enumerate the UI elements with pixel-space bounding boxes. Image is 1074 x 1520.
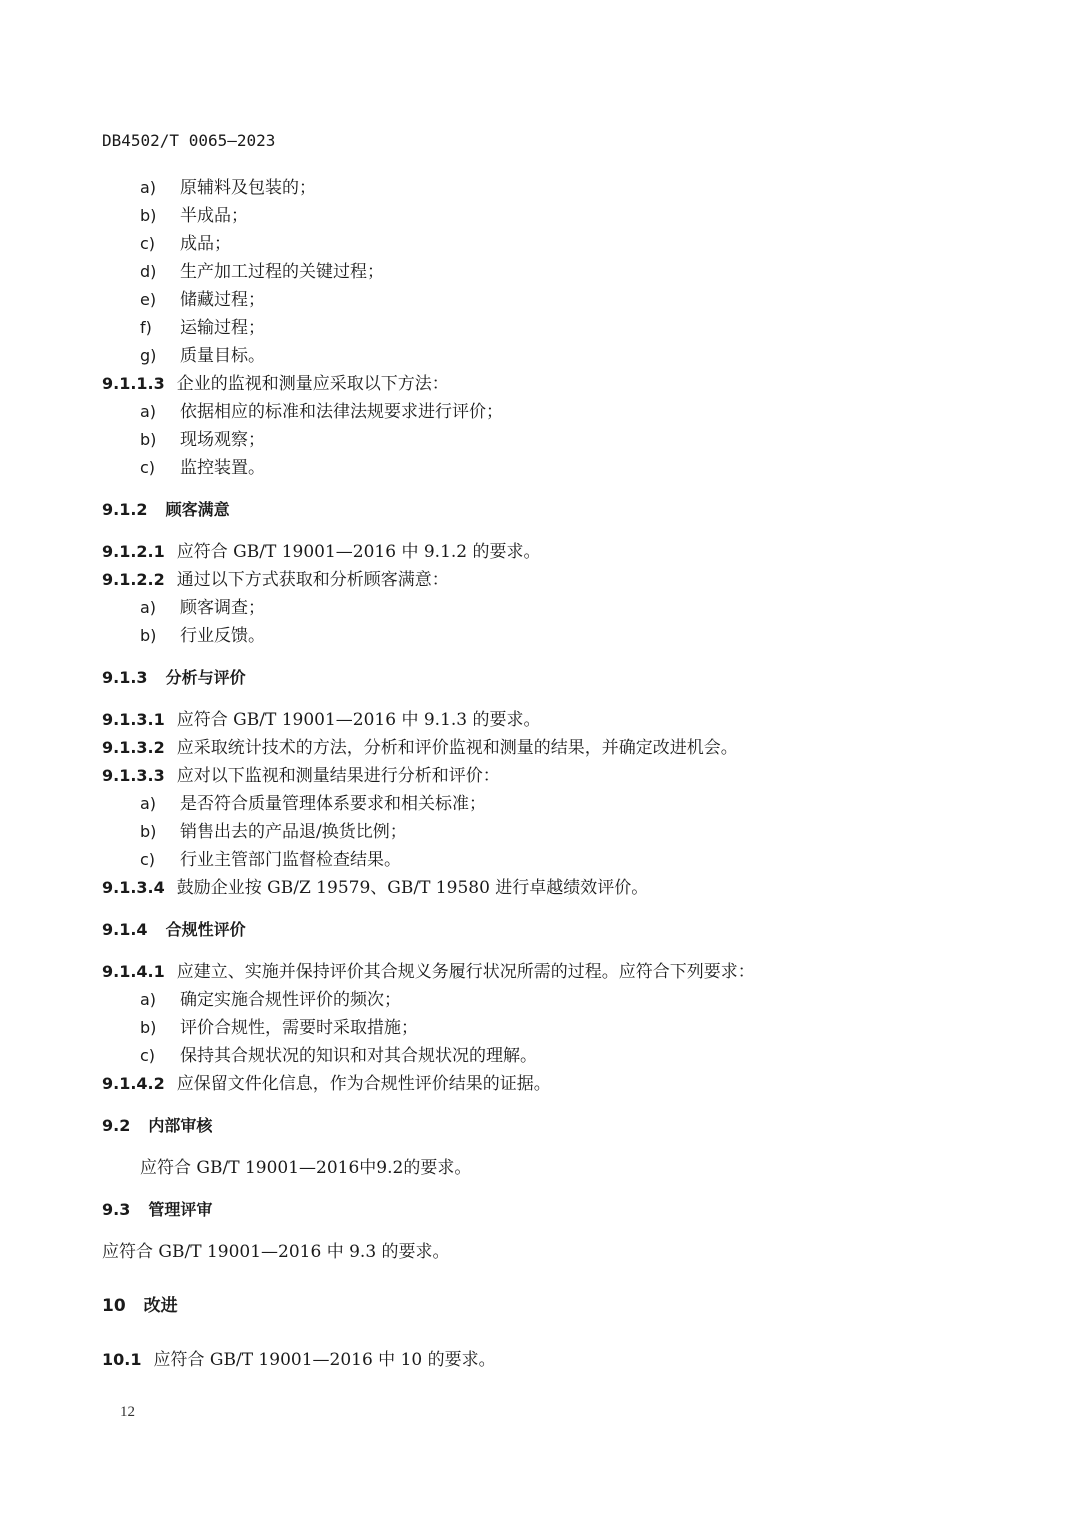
list-item: b) 现场观察； bbox=[140, 430, 265, 450]
heading-9-3: 9.3 管理评审 bbox=[102, 1200, 213, 1219]
paragraph-9-2: 应符合 GB/T 19001—2016中9.2的要求。 bbox=[140, 1158, 472, 1178]
list-compliance-items bbox=[102, 986, 982, 1070]
clause-9-1-4-2: 9.1.4.2 应保留文件化信息，作为合规性评价结果的证据。 bbox=[102, 1074, 551, 1094]
list-item: c) 监控装置。 bbox=[140, 458, 265, 478]
list-item: c) 行业主管部门监督检查结果。 bbox=[140, 850, 401, 870]
clause-9-1-4-1: 9.1.4.1 应建立、实施并保持评价其合规义务履行状况所需的过程。应符合下列要求： bbox=[102, 962, 755, 982]
clause-9-1-2-2: 9.1.2.2 通过以下方式获取和分析顾客满意： bbox=[102, 570, 449, 590]
heading-9-2: 9.2 内部审核 bbox=[102, 1116, 213, 1135]
list-item: c) 成品； bbox=[140, 234, 231, 254]
list-item: a) 是否符合质量管理体系要求和相关标准； bbox=[140, 794, 486, 814]
list-item: e) 储藏过程； bbox=[140, 290, 265, 310]
list-item: a) 顾客调查； bbox=[140, 598, 265, 618]
list-monitoring-methods bbox=[102, 398, 982, 482]
list-item: a) 确定实施合规性评价的频次； bbox=[140, 990, 401, 1010]
list-item: f) 运输过程； bbox=[140, 318, 265, 338]
list-item: c) 保持其合规状况的知识和对其合规状况的理解。 bbox=[140, 1046, 537, 1066]
clause-9-1-3-3: 9.1.3.3 应对以下监视和测量结果进行分析和评价： bbox=[102, 766, 500, 786]
document-body bbox=[102, 174, 982, 1374]
list-item: b) 半成品； bbox=[140, 206, 248, 226]
list-quality-objects bbox=[102, 174, 982, 370]
list-analysis-items bbox=[102, 790, 982, 874]
list-item: a) 依据相应的标准和法律法规要求进行评价； bbox=[140, 402, 503, 422]
clause-9-1-1-3: 9.1.1.3 企业的监视和测量应采取以下方法： bbox=[102, 374, 449, 394]
clause-9-1-3-4: 9.1.3.4 鼓励企业按 GB/Z 19579、GB/T 19580 进行卓越绩效评价。 bbox=[102, 878, 649, 898]
list-item: b) 行业反馈。 bbox=[140, 626, 265, 646]
list-item: b) 评价合规性，需要时采取措施； bbox=[140, 1018, 418, 1038]
paragraph-9-3: 应符合 GB/T 19001—2016 中 9.3 的要求。 bbox=[102, 1242, 450, 1262]
clause-9-1-3-2: 9.1.3.2 应采取统计技术的方法，分析和评价监视和测量的结果，并确定改进机会。 bbox=[102, 738, 738, 758]
document-id: DB4502/T 0065—2023 bbox=[102, 131, 276, 150]
page-number: 12 bbox=[120, 1404, 135, 1420]
clause-9-1-2-1: 9.1.2.1 应符合 GB/T 19001—2016 中 9.1.2 的要求。 bbox=[102, 542, 541, 562]
chapter-10-heading: 10 改进 bbox=[102, 1296, 178, 1316]
list-item: g) 质量目标。 bbox=[140, 346, 265, 366]
heading-9-1-4: 9.1.4 合规性评价 bbox=[102, 920, 246, 939]
clause-10-1: 10.1 应符合 GB/T 19001—2016 中 10 的要求。 bbox=[102, 1350, 496, 1370]
list-customer-satisfaction bbox=[102, 594, 982, 650]
list-item: d) 生产加工过程的关键过程； bbox=[140, 262, 384, 282]
list-item: a) 原辅料及包装的； bbox=[140, 178, 316, 198]
list-item: b) 销售出去的产品退/换货比例； bbox=[140, 822, 407, 842]
clause-9-1-3-1: 9.1.3.1 应符合 GB/T 19001—2016 中 9.1.3 的要求。 bbox=[102, 710, 541, 730]
heading-9-1-3: 9.1.3 分析与评价 bbox=[102, 668, 246, 687]
heading-9-1-2: 9.1.2 顾客满意 bbox=[102, 500, 230, 519]
